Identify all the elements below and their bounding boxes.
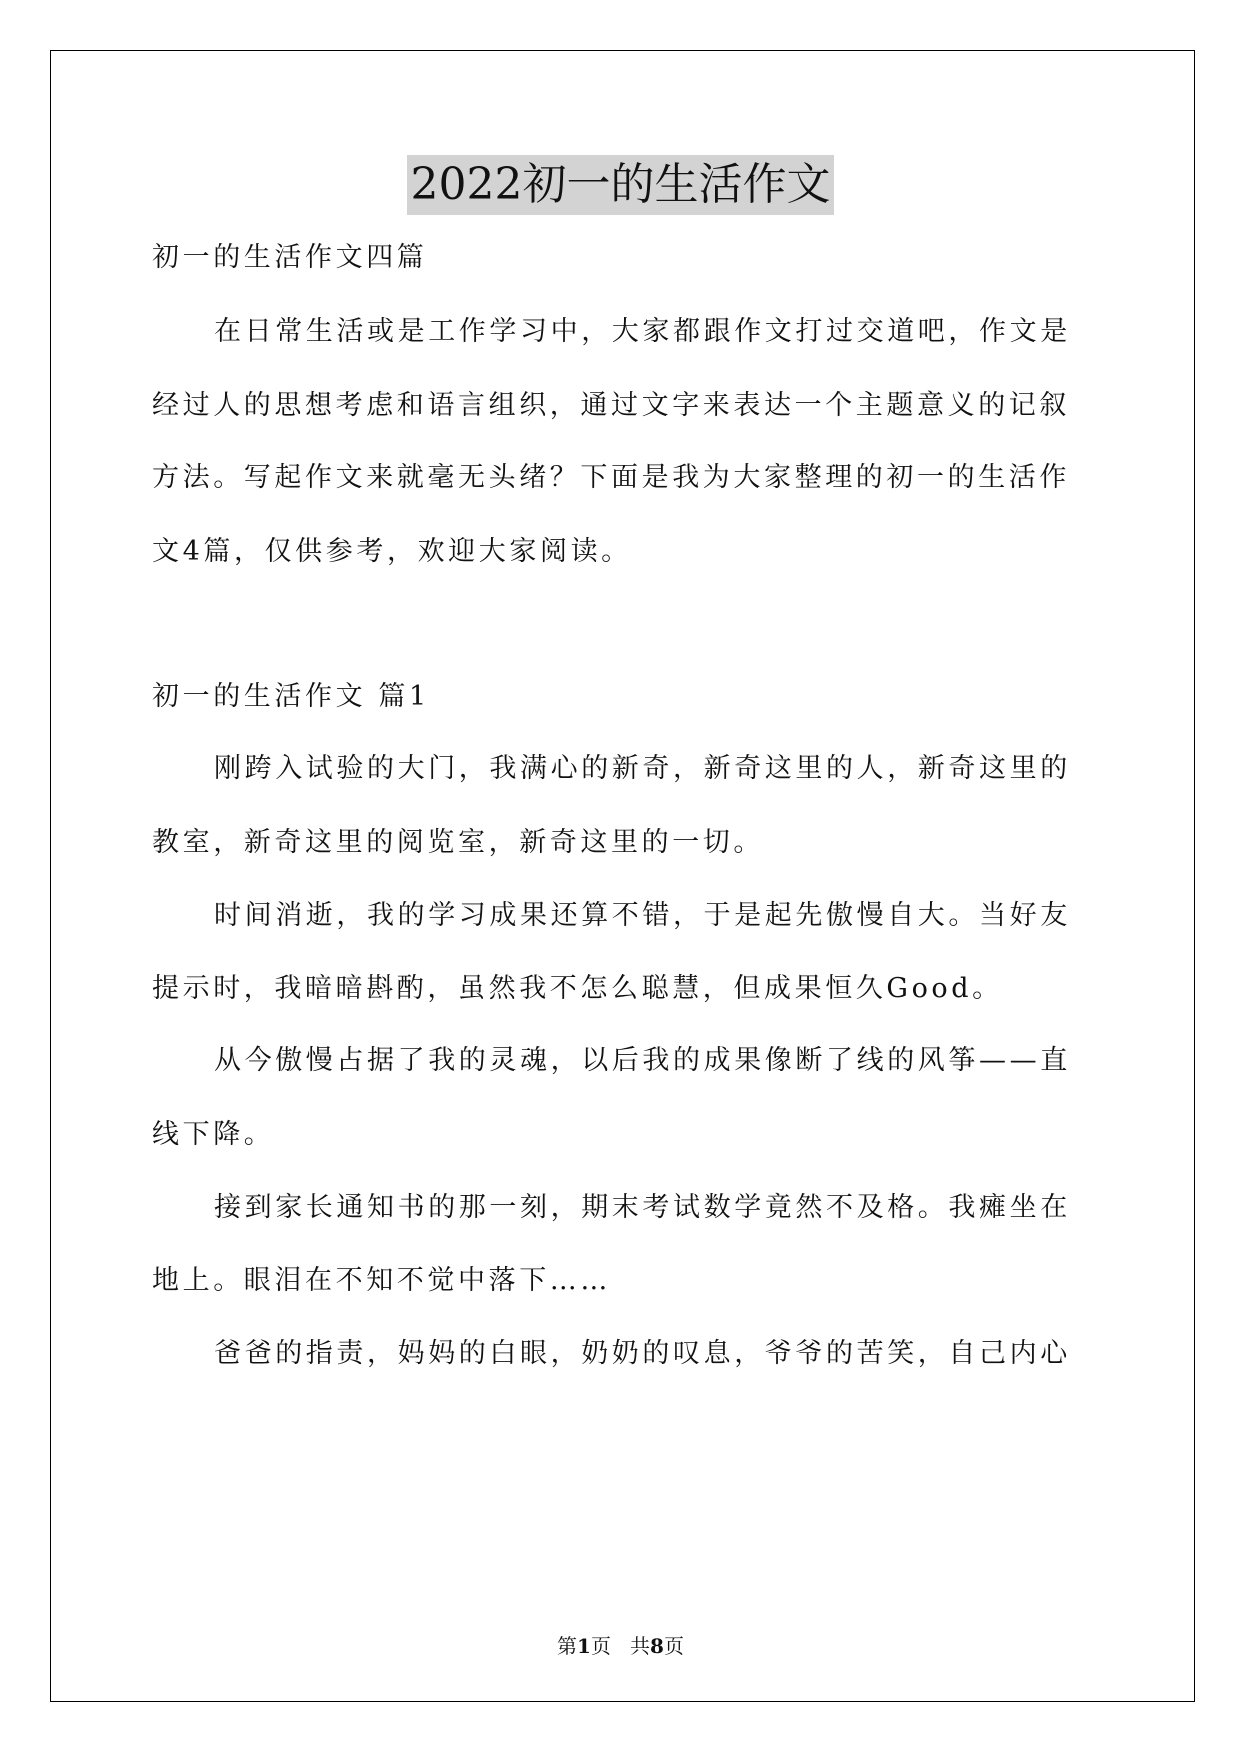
- paragraph-line: 提示时，我暗暗斟酌，虽然我不怎么聪慧，但成果恒久Good。: [152, 973, 1003, 1004]
- footer-page-number: 1: [577, 1634, 591, 1658]
- page-footer: [0, 1633, 1241, 1659]
- document-title: 2022初一的生活作文: [407, 155, 835, 215]
- page-border: [50, 50, 1195, 1702]
- paragraph-line: 接到家长通知书的那一刻，期末考试数学竟然不及格。我瘫坐在: [214, 1192, 1071, 1223]
- paragraph-line: 线下降。: [152, 1119, 275, 1150]
- section-heading: 初一的生活作文 篇1: [152, 681, 430, 712]
- subtitle-line: 初一的生活作文四篇: [152, 242, 428, 273]
- paragraph-line: 文4篇，仅供参考，欢迎大家阅读。: [152, 536, 632, 567]
- paragraph-line: 时间消逝，我的学习成果还算不错，于是起先傲慢自大。当好友: [214, 900, 1071, 931]
- footer-middle: 页 共: [590, 1634, 651, 1658]
- paragraph-line: 刚跨入试验的大门，我满心的新奇，新奇这里的人，新奇这里的: [214, 753, 1071, 784]
- paragraph-line: 方法。写起作文来就毫无头绪？下面是我为大家整理的初一的生活作: [152, 462, 1070, 493]
- paragraph-line: 经过人的思想考虑和语言组织，通过文字来表达一个主题意义的记叙: [152, 390, 1070, 421]
- paragraph-line: 地上。眼泪在不知不觉中落下……: [152, 1265, 611, 1296]
- footer-total-pages: 8: [650, 1634, 664, 1658]
- footer-suffix: 页: [663, 1634, 684, 1658]
- paragraph-line: 在日常生活或是工作学习中，大家都跟作文打过交道吧，作文是: [214, 316, 1071, 347]
- title-container: [0, 155, 1241, 215]
- paragraph-line: 爸爸的指责，妈妈的白眼，奶奶的叹息，爷爷的苦笑，自己内心: [214, 1338, 1071, 1369]
- paragraph-line: 教室，新奇这里的阅览室，新奇这里的一切。: [152, 827, 764, 858]
- paragraph-line: 从今傲慢占据了我的灵魂，以后我的成果像断了线的风筝——直: [214, 1045, 1071, 1076]
- footer-prefix: 第: [557, 1634, 578, 1658]
